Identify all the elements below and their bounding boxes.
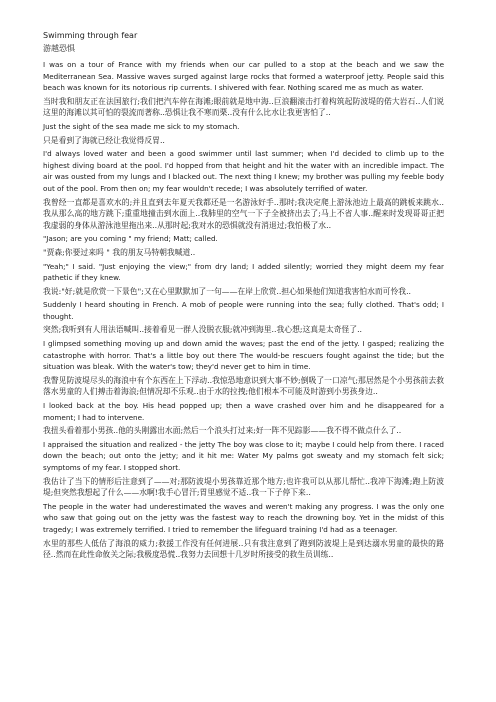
paragraph-chinese: 当时我和朋友正在法国旅行;我们把汽车停在海滩;眼前就是地中海..巨浪翻滚击打着构筑起防波堤的偌大岩石..人们说这里的海滩以其可怕的裂流而著称..恐惧让我不寒而栗..没有什么比水让我更害怕了.. [43,96,444,118]
paragraph-chinese: 水里的那些人低估了海浪的威力;救援工作没有任何进展..只有我注意到了跑到防波堤上是到达溺水男童的最快的路径..然而在此性命攸关之际;我极度恐慌..我努力去回想十几岁时所接受的救生员训练.. [43,538,444,560]
paragraph-english: I appraised the situation and realized - the jetty The boy was close to it; maybe I could help from there. I raced down the beach; out onto the jetty; and it hit me: Water My palms got sweaty and my stomach felt sick; symptoms of my fear. I stopped short. [43,439,444,472]
paragraph-english: I looked back at the boy. His head popped up; then a wave crashed over him and he disappeared for a moment; I had to intervene. [43,401,444,422]
paragraph-english: "Yeah;" I said. "Just enjoying the view;" from dry land; I added silently; worried they might deem my fear pathetic if they knew. [43,261,444,283]
paragraph-chinese: 我估计了当下的情形后注意到了——对;那防波堤小男孩靠近那个地方;也许我可以从那儿帮忙..我冲下海滩;跑上防波堤;但突然我想起了什么——水啊!我手心冒汗;胃里感觉不适..我一下子停下来.. [43,476,444,498]
paragraph-chinese: 我扭头看着那小男孩..他的头刚露出水面;然后一个浪头打过来;好一阵不见踪影——我不得不做点什么了.. [43,426,402,436]
paragraph-chinese: 我瞥见防波堤尽头的海浪中有个东西在上下浮动..我惊恐地意识到大事不妙;倒吸了一口凉气;那居然是个小男孩前去救落水男童的人们搏击着海浪;但情况却不乐观..由于水的拉拽;他们根本不可能及时游到小男孩身边.. [43,375,444,397]
paragraph-chinese: "贾森;你要过来吗 " 我的朋友马特朝我喊道.. [43,247,196,257]
paragraph-english: "Jason; are you coming " my friend; Matt; called. [43,234,218,244]
paragraph-chinese: 我曾经一直都是喜欢水的;并且直到去年夏天我都还是一名游泳好手..那时;我决定爬上游泳池边上最高的跳板来跳水..我从那么高的地方跳下;重重地撞击到水面上..我肺里的空气一下子全被挤出去了;马上不省人事..醒来时发现哥哥正把我虚弱的身体从游泳池里拖出来..从那时起;我对水的恐惧就没有消退过;我怕极了水.. [43,197,444,230]
paragraph-english: The people in the water had underestimated the waves and weren't making any progress. I was the only one who saw that going out on the jetty was the fastest way to reach the drowning boy. Yet in the midst of this tragedy; I was extremely terrified. I tried to remember the lifeguard training I'd had as a teenager. [43,501,444,534]
paragraph-chinese: 突然;我听到有人用法语喊叫..接着看见一群人没脱衣服;就冲到海里..我心想;这真是太奇怪了.. [43,325,363,335]
paragraph-english: I glimpsed something moving up and down amid the waves; past the end of the jetty. I gasped; realizing the catastrophe with horror. That's a little boy out there The would-be rescuers fought against the tide; but the situation was bleak. With the water's tow; they'd never get to him in time. [43,339,444,372]
title-chinese: 游越恐惧 [43,44,75,53]
paragraph-chinese: 只是看到了海就已经让我觉得反胃.. [43,135,165,145]
paragraph-english: Just the sight of the sea made me sick to my stomach. [43,121,240,131]
title-english: Swimming through fear [43,31,138,40]
paragraph-chinese: 我说:"好;就是欣赏一下景色";又在心里默默加了一句——在岸上欣赏..担心如果他们知道我害怕水而可怜我.. [43,286,412,296]
paragraph-english: I'd always loved water and been a good swimmer until last summer; when I'd decided to climb up to the highest diving board at the pool. I'd hopped from that height and hit the water with an incredible impact. The air was ousted from my lungs and I blacked out. The next thing I knew; my brother was pulling my feeble body out of the pool. From then on; my fear wouldn't recede; I was absolutely terrified of water. [43,149,444,193]
paragraph-english: I was on a tour of France with my friends when our car pulled to a stop at the beach and we saw the Mediterranean Sea. Massive waves surged against large rocks that formed a waterproof jetty. People said this beach was known for its notorious rip currents. I shivered with fear. Nothing scared me as much as water. [43,60,444,93]
paragraph-english: Suddenly I heard shouting in French. A mob of people were running into the sea; fully clothed. That's odd; I thought. [43,300,444,321]
